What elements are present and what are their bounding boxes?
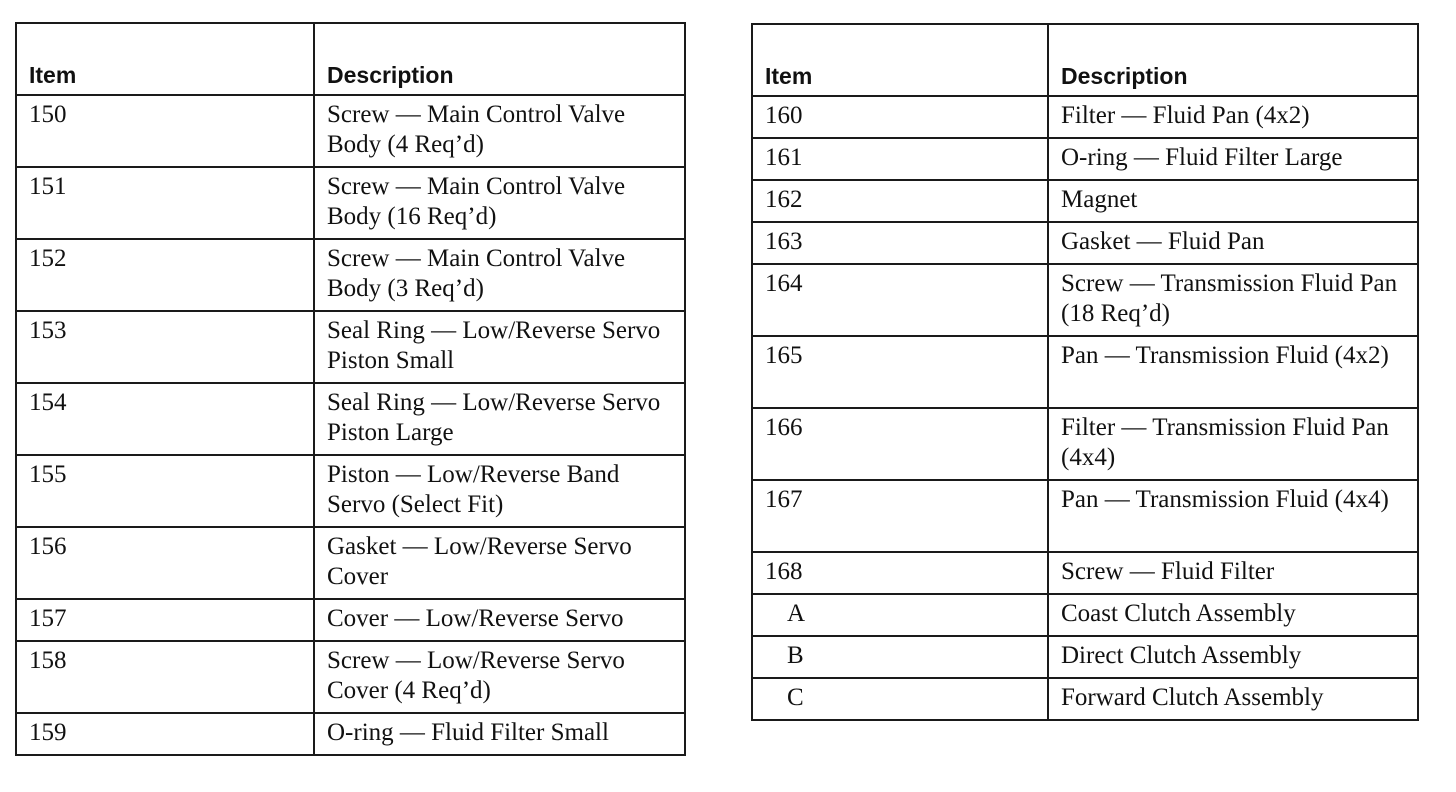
table-row (16, 239, 685, 311)
table-header-row (752, 24, 1418, 96)
item-number: 162 (752, 180, 1048, 222)
item-description: Screw — Low/Reverse Servo Cover (4 Req’d) (314, 641, 685, 713)
item-description: Pan — Transmission Fluid (4x4) (1048, 480, 1418, 552)
table-row (752, 96, 1418, 138)
item-number: 164 (752, 264, 1048, 336)
table-row (752, 594, 1418, 636)
item-number: 165 (752, 336, 1048, 408)
item-column-header: Item (16, 23, 314, 95)
table-row (752, 552, 1418, 594)
item-number: 167 (752, 480, 1048, 552)
item-number: 156 (16, 527, 314, 599)
item-description: Gasket — Fluid Pan (1048, 222, 1418, 264)
item-number: 155 (16, 455, 314, 527)
item-description: Coast Clutch Assembly (1048, 594, 1418, 636)
item-description: Seal Ring — Low/Reverse Servo Piston Small (314, 311, 685, 383)
item-number: 163 (752, 222, 1048, 264)
item-number: 154 (16, 383, 314, 455)
item-number: 166 (752, 408, 1048, 480)
table-row (16, 383, 685, 455)
table-row (752, 264, 1418, 336)
item-number: 157 (16, 599, 314, 641)
table-row (752, 180, 1418, 222)
table-row (752, 138, 1418, 180)
table-row (16, 599, 685, 641)
item-number: 160 (752, 96, 1048, 138)
item-number: 168 (752, 552, 1048, 594)
item-number: 159 (16, 713, 314, 755)
table-row (16, 713, 685, 755)
parts-table-left (15, 22, 686, 756)
description-column-header: Description (314, 23, 685, 95)
item-number: 152 (16, 239, 314, 311)
item-description: Cover — Low/Reverse Servo (314, 599, 685, 641)
table-row (752, 336, 1418, 408)
item-number: A (752, 594, 1048, 636)
item-description: O-ring — Fluid Filter Small (314, 713, 685, 755)
item-number: 161 (752, 138, 1048, 180)
item-number: B (752, 636, 1048, 678)
item-description: Filter — Transmission Fluid Pan (4x4) (1048, 408, 1418, 480)
table-header-row (16, 23, 685, 95)
item-number: 158 (16, 641, 314, 713)
item-description: Magnet (1048, 180, 1418, 222)
table-row (16, 167, 685, 239)
item-description: O-ring — Fluid Filter Large (1048, 138, 1418, 180)
item-description: Forward Clutch Assembly (1048, 678, 1418, 720)
item-number: 153 (16, 311, 314, 383)
item-description: Direct Clutch Assembly (1048, 636, 1418, 678)
item-description: Gasket — Low/Reverse Servo Cover (314, 527, 685, 599)
item-column-header: Item (752, 24, 1048, 96)
parts-table-right (751, 23, 1419, 721)
item-description: Screw — Fluid Filter (1048, 552, 1418, 594)
item-description: Filter — Fluid Pan (4x2) (1048, 96, 1418, 138)
item-description: Piston — Low/Reverse Band Servo (Select Fit) (314, 455, 685, 527)
table-row (16, 641, 685, 713)
item-description: Screw — Main Control Valve Body (16 Req’d) (314, 167, 685, 239)
table-row (752, 222, 1418, 264)
item-description: Screw — Transmission Fluid Pan (18 Req’d) (1048, 264, 1418, 336)
table-row (752, 636, 1418, 678)
table-row (752, 678, 1418, 720)
table-row (16, 455, 685, 527)
item-description: Pan — Transmission Fluid (4x2) (1048, 336, 1418, 408)
description-column-header: Description (1048, 24, 1418, 96)
table-row (16, 527, 685, 599)
table-row (16, 95, 685, 167)
table-row (752, 480, 1418, 552)
item-description: Screw — Main Control Valve Body (4 Req’d) (314, 95, 685, 167)
item-number: 151 (16, 167, 314, 239)
item-description: Screw — Main Control Valve Body (3 Req’d) (314, 239, 685, 311)
item-number: C (752, 678, 1048, 720)
table-row (752, 408, 1418, 480)
item-description: Seal Ring — Low/Reverse Servo Piston Large (314, 383, 685, 455)
table-row (16, 311, 685, 383)
item-number: 150 (16, 95, 314, 167)
